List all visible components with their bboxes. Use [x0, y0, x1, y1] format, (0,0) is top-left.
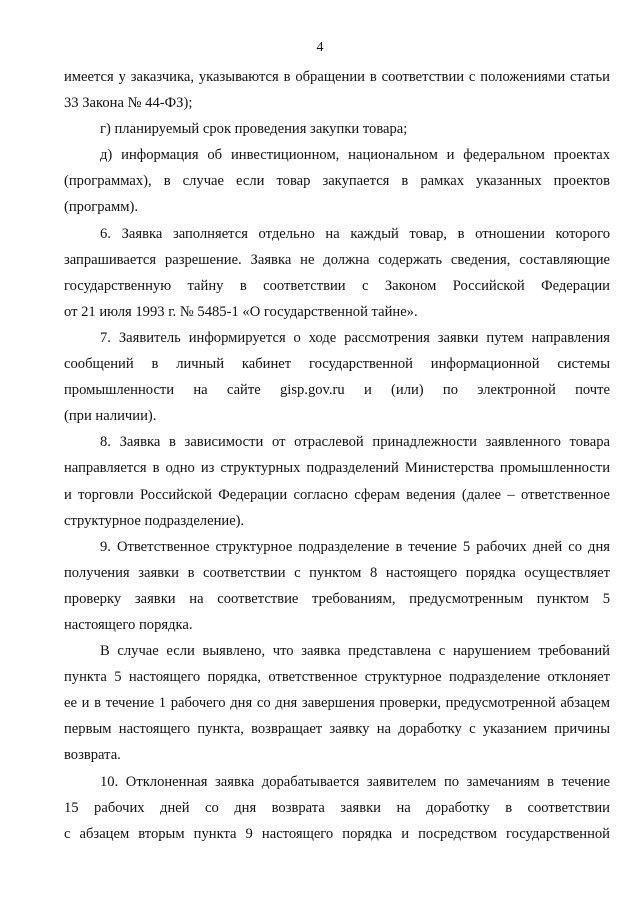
text-line: имеется у заказчика, указываются в обращении в соответствии с положениями статьи	[64, 69, 610, 85]
text-line: от 21 июля 1993 г. № 5485-1 «О государственной тайне».	[64, 303, 418, 320]
text-line: (программ).	[64, 199, 139, 216]
text-line: д) информация об инвестиционном, национальном и федеральном проектах	[100, 147, 610, 164]
text-line: 10. Отклоненная заявка дорабатывается заявителем по замечаниям в течение	[100, 773, 610, 790]
text-line: В случае если выявлено, что заявка представлена с нарушением требований	[100, 643, 610, 660]
document-body	[64, 64, 610, 847]
text-line: (программах), в случае если товар закупается в рамках указанных проектов	[64, 173, 610, 190]
text-line: (при наличии).	[64, 408, 157, 425]
text-line: 7. Заявитель информируется о ходе рассмотрения заявки путем направления	[100, 329, 610, 346]
text-line: запрашивается разрешение. Заявка не должна содержать сведения, составляющие	[64, 251, 610, 268]
text-line: сообщений в личный кабинет государственной информационной системы	[64, 356, 610, 373]
text-line: государственную тайну в соответствии с Законом Российской Федерации	[64, 277, 610, 294]
text-line: промышленности на сайте gisp.gov.ru и (или) по электронной почте	[64, 382, 610, 399]
text-line: 9. Ответственное структурное подразделение в течение 5 рабочих дней со дня	[100, 538, 610, 555]
text-line: структурное подразделение).	[64, 512, 245, 529]
page-number: 4	[316, 40, 324, 55]
text-line: 8. Заявка в зависимости от отраслевой принадлежности заявленного товара	[100, 434, 610, 451]
text-line: 6. Заявка заполняется отдельно на каждый товар, в отношении которого	[100, 225, 610, 242]
text-line: пункта 5 настоящего порядка, ответственное структурное подразделение отклоняет	[64, 669, 610, 686]
text-line: 15 рабочих дней со дня возврата заявки на доработку в соответствии	[64, 799, 610, 816]
text-line: настоящего порядка.	[64, 616, 193, 633]
text-line: проверку заявки на соответствие требованиям, предусмотренным пунктом 5	[64, 590, 610, 607]
text-line: 33 Закона № 44-ФЗ);	[64, 95, 193, 112]
text-line: г) планируемый срок проведения закупки товара;	[100, 121, 408, 138]
text-line: и торговли Российской Федерации согласно сферам ведения (далее – ответственное	[64, 486, 610, 503]
text-line: первым настоящего пункта, возвращает заявку на доработку с указанием причины	[64, 721, 610, 738]
text-line: с абзацем вторым пункта 9 настоящего порядка и посредством государственной	[64, 825, 610, 842]
text-line: направляется в одно из структурных подразделений Министерства промышленности	[64, 460, 610, 477]
text-line: ее и в течение 1 рабочего дня со дня завершения проверки, предусмотренной абзацем	[64, 695, 610, 712]
text-line: получения заявки в соответствии с пунктом 8 настоящего порядка осуществляет	[64, 564, 610, 581]
text-line: возврата.	[64, 747, 121, 764]
